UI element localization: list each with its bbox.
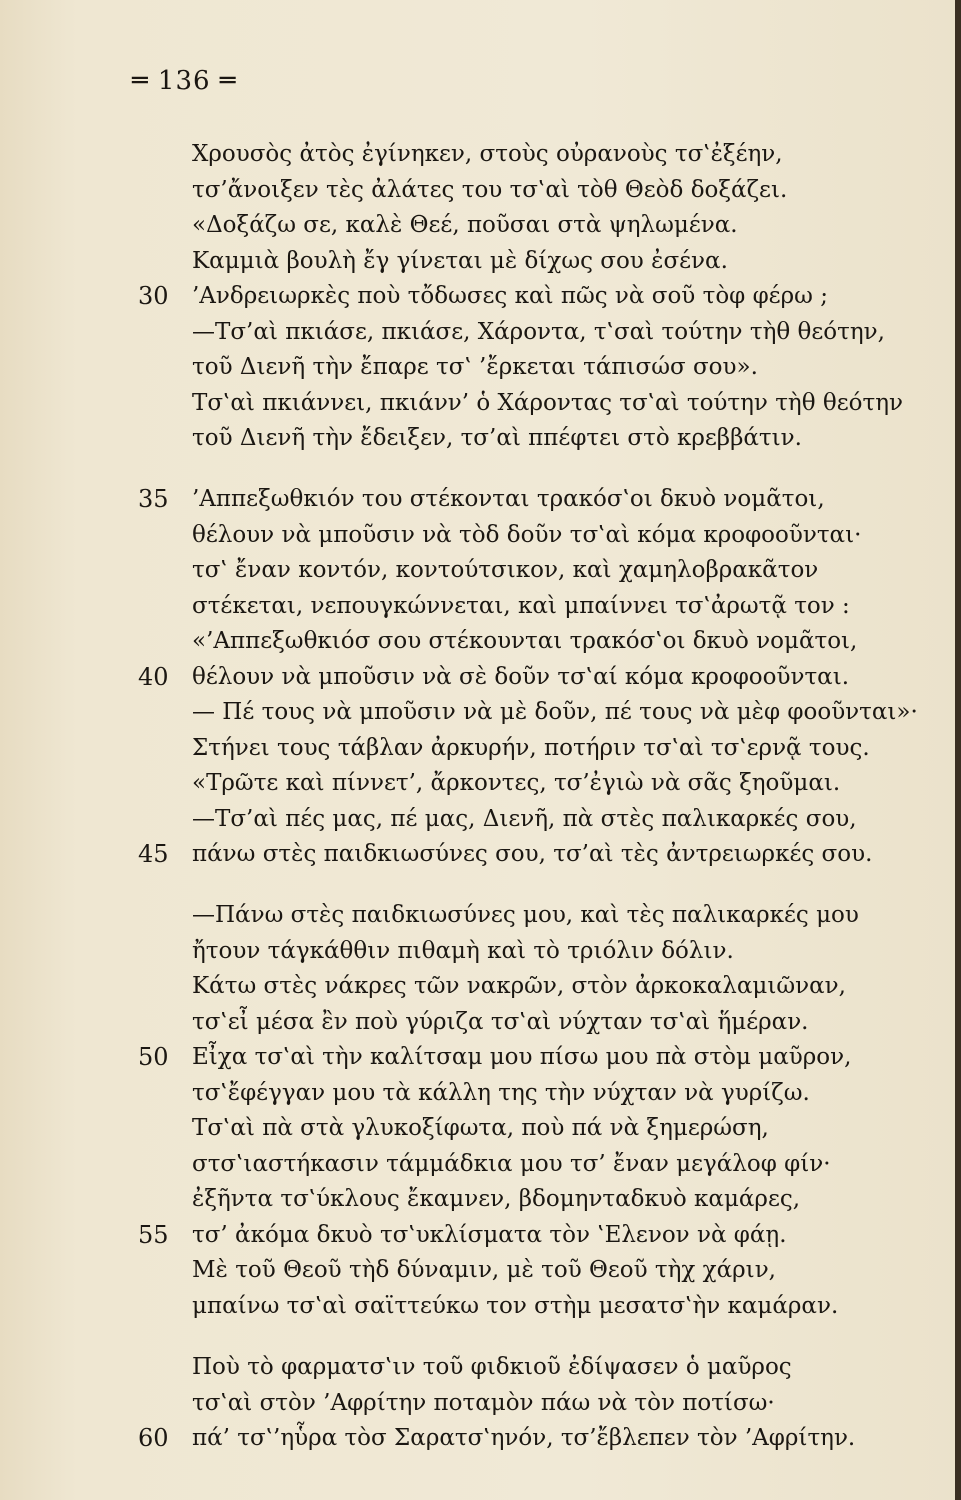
verse-line [0,660,961,696]
verse-text: ’Αππεξωθκιόν του στέκονται τρακόσ‛οι δκυὸ νομᾶτοι, [192,486,825,512]
verse-line [0,315,961,351]
verse-line [0,350,961,386]
verse-text: Εἶχα τσ‛αὶ τὴν καλίτσαμ μου πίσω μου πὰ στὸμ μαῦρον, [192,1044,852,1070]
verse-line [0,1421,961,1457]
verse-text: Τσ‛αὶ πκιάννει, πκιάνν’ ὁ Χάροντας τσ‛αὶ τούτην τὴθ θεότην [192,389,903,416]
verse-line [0,898,961,934]
verse-text: θέλουν νὰ μποῦσιν νὰ τὸδ δοῦν τσ‛αὶ κόμα κροφοοῦνται· [192,521,862,548]
verse-text: «’Αππεξωθκιόσ σου στέκουνται τρακόσ‛οι δκυὸ νομᾶτοι, [192,628,858,654]
verse-line [0,553,961,589]
verse-line [0,1350,961,1386]
verse-text: Κάτω στὲς νάκρες τῶν νακρῶν, στὸν ἀρκοκαλαμιῶναν, [192,973,846,999]
verse-text: Μὲ τοῦ Θεοῦ τὴδ δύναμιν, μὲ τοῦ Θεοῦ τὴχ χάριν, [192,1257,776,1283]
verse-line [0,589,961,625]
verse-text: τσ‛ἔφέγγαν μου τὰ κάλλη της τὴν νύχταν νὰ γυρίζω. [192,1079,810,1106]
verse-text: Στήνει τους τάβλαν ἀρκυρήν, ποτήριν τσ‛αὶ τσ‛ερνᾷ τους. [192,734,870,761]
verse-text: τσ’ἄνοιξεν τὲς ἀλάτες του τσ‛αὶ τὸθ Θεὸδ δοξάζει. [192,176,788,203]
verse-text: τοῦ Διενῆ τὴν ἔδειξεν, τσ’αὶ ππέφτει στὸ κρεββάτιν. [192,425,802,451]
verse-text: «Τρῶτε καὶ πίννετ’, ἄρκοντες, τσ’ἐγιὼ νὰ σᾶς ξηοῦμαι. [192,770,841,796]
verse-line [0,695,961,731]
verse-line [0,934,961,970]
verse-line [0,969,961,1005]
verse-line [0,1147,961,1183]
line-number: 35 [138,485,169,513]
verse-line [0,208,961,244]
stanza [0,482,961,873]
verse-line [0,802,961,838]
verse-line [0,1005,961,1041]
line-number: 30 [138,282,169,310]
verse-line [0,173,961,209]
verse-line [0,1218,961,1254]
binding-edge [955,0,961,1500]
verse-line [0,1386,961,1422]
verse-text: πά’ τσ‛’ηὗρα τὸσ Σαρατσ‛ηνόν, τσ’ἔβλεπεν τὸν ’Αφρίτην. [192,1425,856,1451]
verse-text: —Τσ’αὶ πκιάσε, πκιάσε, Χάροντα, τ‛σαὶ τούτην τὴθ θεότην, [192,318,885,345]
verse-line [0,1289,961,1325]
verse-text: ἐξῆντα τσ‛ύκλους ἔκαμνεν, βδομηνταδκυὸ καμάρες, [192,1186,801,1212]
verse-line [0,137,961,173]
verse-text: ἤτουν τάγκάθθιν πιθαμὴ καὶ τὸ τριόλιν δόλιν. [192,937,734,964]
verse-line [0,279,961,315]
verse-line [0,766,961,802]
stanza [0,898,961,1324]
verse-line [0,731,961,767]
verse-line [0,1111,961,1147]
verse-line [0,624,961,660]
verse-line [0,1076,961,1112]
verse-line [0,1182,961,1218]
line-number: 55 [138,1220,169,1249]
verse-text: «Δοξάζω σε, καλὲ Θεέ, ποῦσαι στὰ ψηλωμένα. [192,212,738,238]
line-number: 45 [138,840,169,868]
verse-line [0,421,961,457]
line-number: 50 [138,1043,169,1071]
verse-text: Χρουσὸς ἀτὸς ἐγίνηκεν, στοὺς οὐρανοὺς τσ‛ἐξέην, [192,141,783,167]
verse-line [0,1040,961,1076]
verse-text: πάνω στὲς παιδκιωσύνες σου, τσ’αὶ τὲς ἀντρειωρκές σου. [192,841,873,867]
verse-line [0,1253,961,1289]
verse-text: τοῦ Διενῆ τὴν ἔπαρε τσ‛ ’ἔρκεται τάπισώσ σου». [192,354,758,380]
verse-line [0,482,961,518]
verse-text: — Πέ τους νὰ μποῦσιν νὰ μὲ δοῦν, πέ τους νὰ μὲφ φοοῦνται»· [192,699,918,725]
verse-line [0,837,961,873]
line-number: 60 [138,1424,169,1452]
verse-text: —Τσ’αὶ πές μας, πέ μας, Διενῆ, πὰ στὲς παλικαρκές σου, [192,805,857,832]
verse-text: στέκεται, νεπουγκώννεται, καὶ μπαίννει τσ‛ἀρωτᾷ τον : [192,592,850,619]
verse-text: τσ’ ἀκόμα δκυὸ τσ‛υκλίσματα τὸν ‛Ελενον νὰ φάῃ. [192,1221,787,1248]
verse-line [0,244,961,280]
verse-text: τσ‛εἶ μέσα ἒν ποὺ γύριζα τσ‛αὶ νύχταν τσ‛αὶ ἥμέραν. [192,1008,809,1035]
verse-text: —Πάνω στὲς παιδκιωσύνες μου, καὶ τὲς παλικαρκές μου [192,902,859,928]
stanza [0,1350,961,1457]
verse-text: τσ‛ ἔναν κοντόν, κοντούτσικον, καὶ χαμηλοβρακᾶτον [192,557,819,583]
verse-text: θέλουν νὰ μποῦσιν νὰ σὲ δοῦν τσ‛αί κόμα κροφοοῦνται. [192,663,850,690]
verse-text: μπαίνω τσ‛αὶ σαϊττεύκω τον στὴμ μεσατσ‛ὴν καμάραν. [192,1292,839,1319]
verse-line [0,518,961,554]
verse-text: Καμμιὰ βουλὴ ἔγ γίνεται μὲ δίχως σου ἐσένα. [192,247,728,274]
verse-text: τσ‛αὶ στὸν ’Αφρίτην ποταμὸν πάω νὰ τὸν ποτίσω· [192,1389,775,1416]
stanza [0,137,961,457]
verse-line [0,386,961,422]
verse-text: Τσ‛αὶ πὰ στὰ γλυκοξίφωτα, ποὺ πά νὰ ξημερώση, [192,1115,769,1141]
verse-text: ’Ανδρειωρκὲς ποὺ τὄδωσες καὶ πῶς νὰ σοῦ τὸφ φέρω ; [192,283,828,309]
page-number: ═ 136 ═ [132,66,237,96]
verse-text: στσ‛ιαστήκασιν τάμμάδκια μου τσ’ ἔναν μεγάλοφ φίν· [192,1150,831,1177]
line-number: 40 [138,662,169,691]
verse-text: Ποὺ τὸ φαρματσ‛ιν τοῦ φιδκιοῦ ἐδίψασεν ὁ μαῦρος [192,1354,792,1380]
